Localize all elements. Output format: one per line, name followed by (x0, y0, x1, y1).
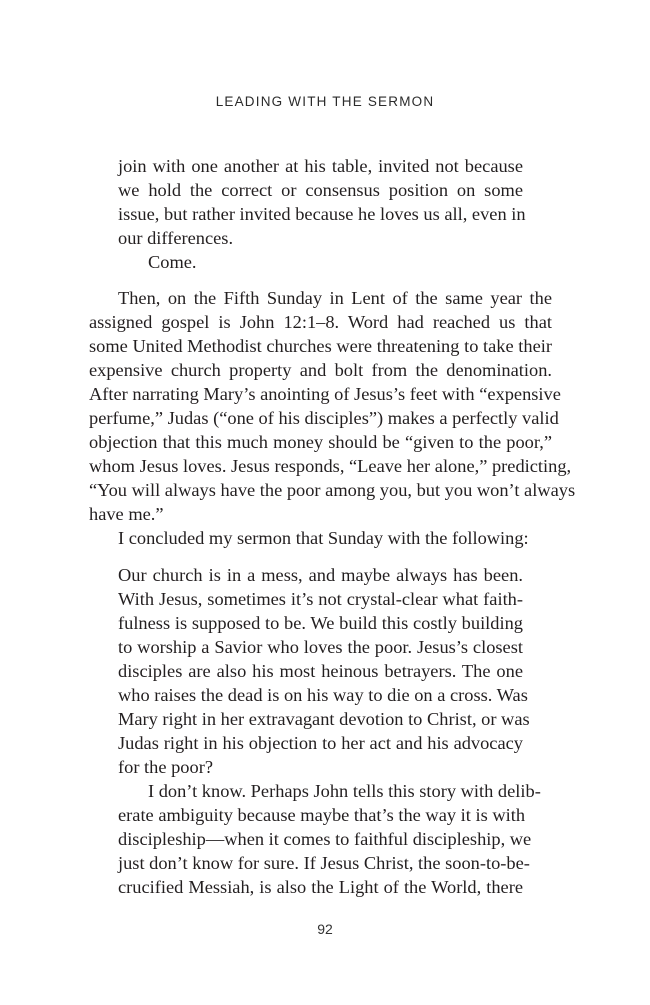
quote-line: With Jesus, sometimes it’s not crystal-clear what faith- (118, 589, 523, 609)
body-line: objection that this much money should be “given to the poor,” (89, 432, 552, 452)
quote-line: Mary right in her extravagant devotion to Christ, or was (118, 709, 530, 729)
body-line: perfume,” Judas (“one of his disciples”) makes a perfectly valid (89, 408, 559, 428)
running-head: LEADING WITH THE SERMON (215, 94, 435, 109)
body-line: assigned gospel is John 12:1–8. Word had reached us that (89, 312, 552, 332)
body-line: whom Jesus loves. Jesus responds, “Leave her alone,” predicting, (89, 456, 572, 476)
body-line: “You will always have the poor among you, but you won’t always (89, 480, 576, 500)
quote-line: our differences. (118, 228, 234, 248)
quote-line: we hold the correct or consensus position on some (118, 180, 523, 200)
quote-line: Our church is in a mess, and maybe always has been. (118, 565, 523, 585)
body-line: I concluded my sermon that Sunday with the following: (118, 528, 529, 548)
quote-line: for the poor? (118, 757, 213, 777)
quote-line: join with one another at his table, invited not because (118, 156, 523, 176)
body-line: Then, on the Fifth Sunday in Lent of the same year the (118, 288, 552, 308)
quote-line: to worship a Savior who loves the poor. Jesus’s closest (118, 637, 523, 657)
quote-line: crucified Messiah, is also the Light of the World, there (118, 877, 523, 897)
quote-line: disciples are also his most heinous betrayers. The one (118, 661, 523, 681)
quote-line: erate ambiguity because maybe that’s the way it is with (118, 805, 526, 825)
body-line: After narrating Mary’s anointing of Jesus’s feet with “expensive (89, 384, 561, 404)
page-number: 92 (317, 921, 333, 937)
quote-line: I don’t know. Perhaps John tells this story with delib- (148, 781, 541, 801)
quote-line: issue, but rather invited because he loves us all, even in (118, 204, 526, 224)
body-line: some United Methodist churches were threatening to take their (89, 336, 552, 356)
body-line: expensive church property and bolt from the denomination. (89, 360, 552, 380)
quote-line: Judas right in his objection to her act and his advocacy (118, 733, 523, 753)
quote-line: who raises the dead is on his way to die on a cross. Was (118, 685, 528, 705)
body-line: have me.” (89, 504, 164, 524)
quote-line: Come. (148, 252, 197, 272)
quote-line: fulness is supposed to be. We build this costly building (118, 613, 523, 633)
quote-line: discipleship—when it comes to faithful discipleship, we (118, 829, 532, 849)
quote-line: just don’t know for sure. If Jesus Christ, the soon-to-be- (118, 853, 530, 873)
